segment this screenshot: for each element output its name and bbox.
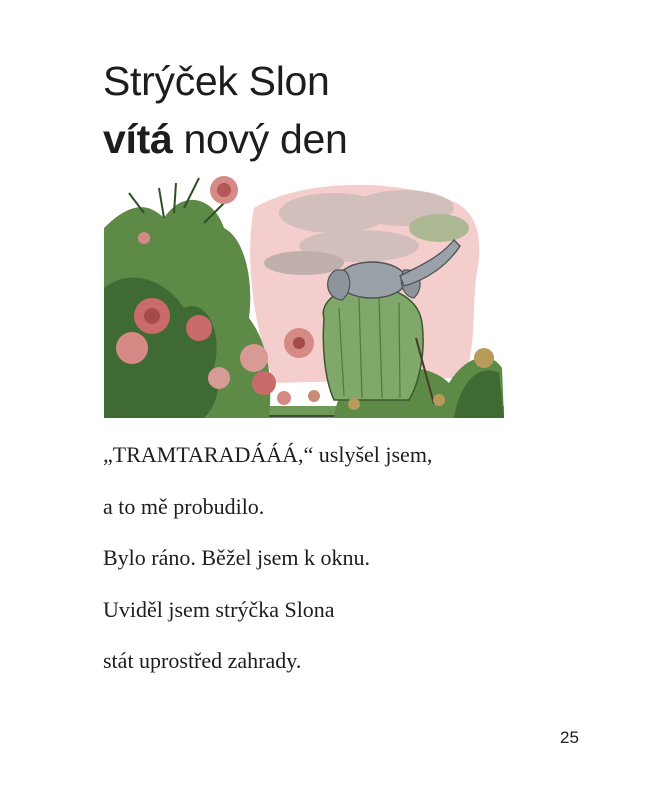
story-line-1: „TRAMTARADÁÁÁ,“ uslyšel jsem, xyxy=(103,442,433,467)
story-line-4: Uviděl jsem strýčka Slona xyxy=(103,596,335,622)
story-line-3: Bylo ráno. Běžel jsem k oknu. xyxy=(103,545,371,570)
page-title xyxy=(103,52,348,168)
story-line-2: a to mě probudilo. xyxy=(103,493,265,519)
illustration-svg xyxy=(104,168,504,420)
title-bold-word: vítá xyxy=(103,116,173,162)
title-line-1: Strýček Slon xyxy=(103,58,330,104)
title-rest: nový den xyxy=(172,116,348,162)
garden-illustration xyxy=(104,168,504,420)
left-bushes xyxy=(104,178,270,418)
page-number: 25 xyxy=(560,728,579,747)
title-line-2 xyxy=(103,110,348,168)
story-text xyxy=(103,438,432,696)
story-line-5: stát uprostřed zahrady. xyxy=(103,648,302,673)
